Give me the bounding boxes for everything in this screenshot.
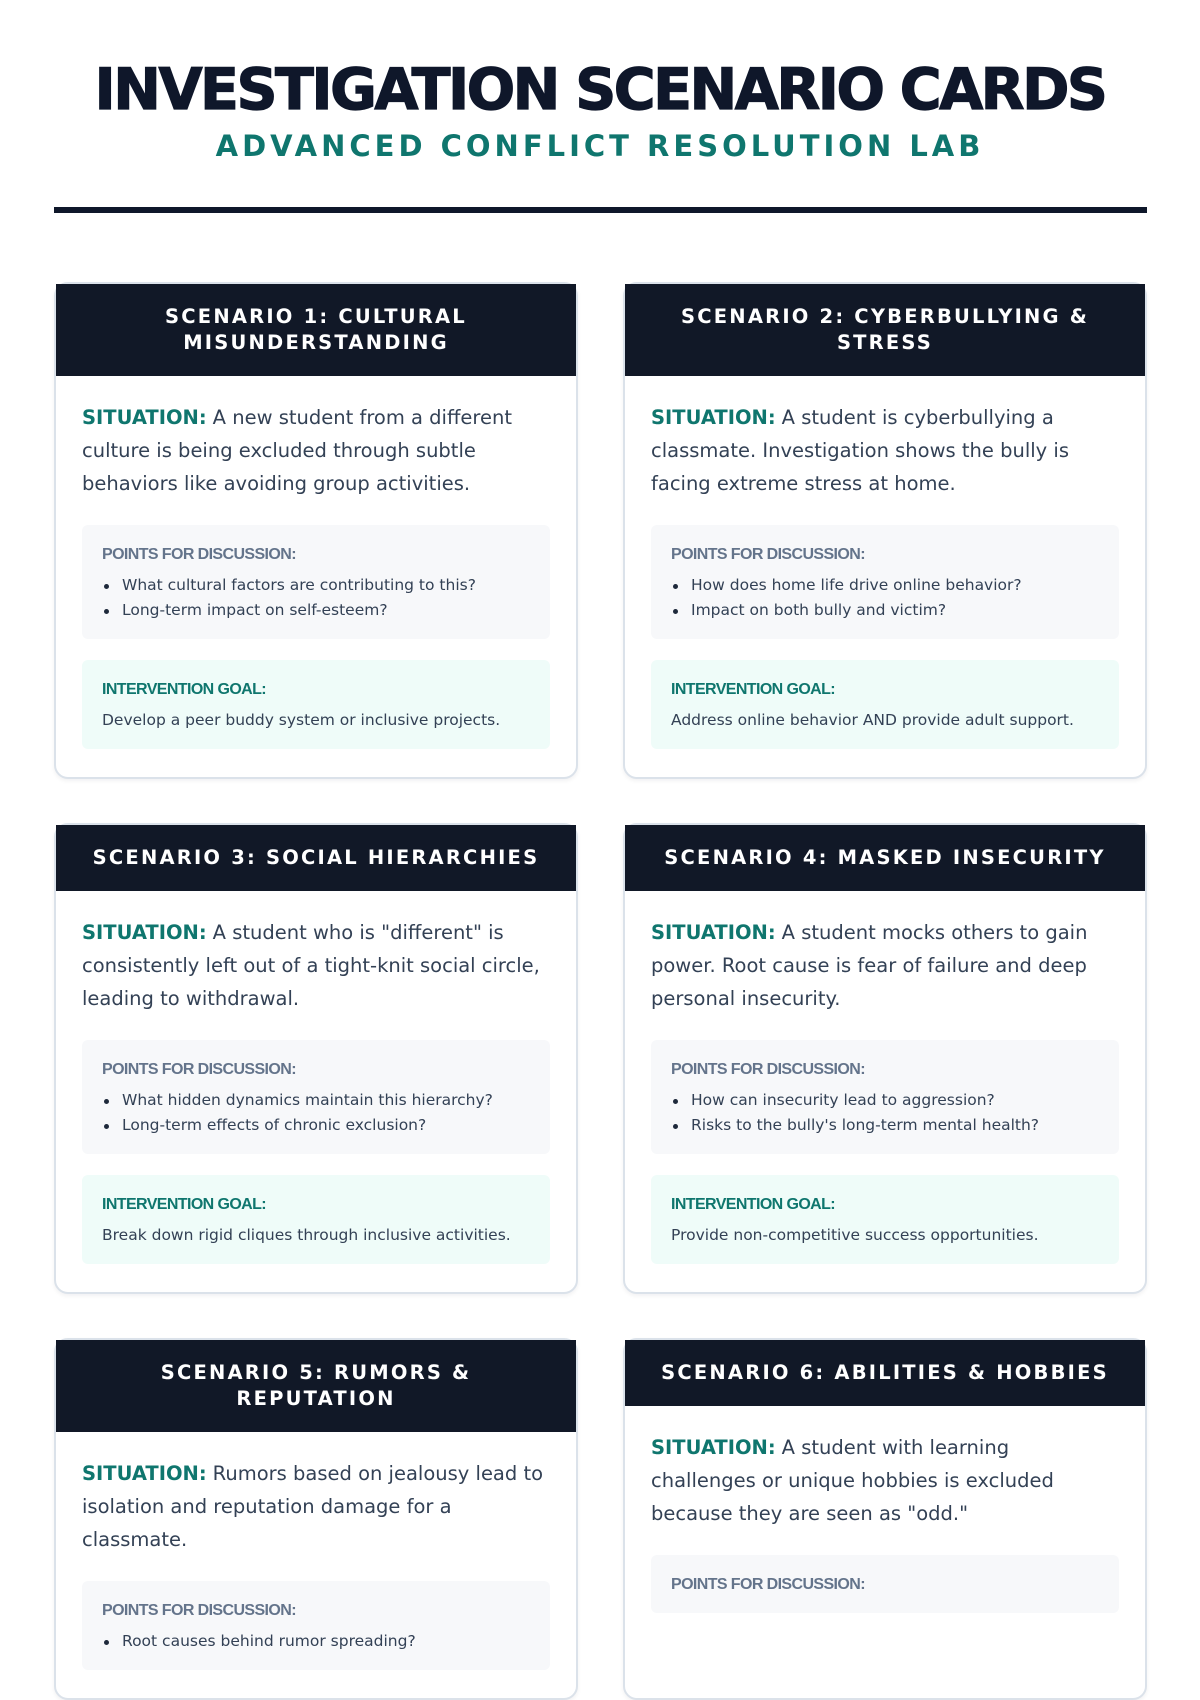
discussion-box	[82, 525, 550, 639]
scenario-title: SCENARIO 5: RUMORS & REPUTATION	[56, 1340, 576, 1432]
discussion-list	[102, 1088, 530, 1138]
situation-label: SITUATION:	[651, 406, 776, 429]
discussion-label: POINTS FOR DISCUSSION:	[671, 546, 865, 563]
situation-text	[82, 1457, 550, 1556]
goal-box	[82, 660, 550, 749]
discussion-label: POINTS FOR DISCUSSION:	[102, 546, 296, 563]
goal-text: Address online behavior AND provide adult support.	[671, 711, 1074, 729]
situation-description: A student is cyberbullying a classmate. Investigation shows the bully is facing extreme stress at home.	[651, 406, 1069, 495]
scenario-card-5	[54, 1338, 578, 1700]
discussion-box	[651, 1040, 1119, 1154]
scenario-card-2	[623, 282, 1147, 779]
scenario-title: SCENARIO 4: MASKED INSECURITY	[625, 825, 1145, 891]
scenario-title: SCENARIO 6: ABILITIES & HOBBIES	[625, 1340, 1145, 1406]
discussion-list	[671, 573, 1099, 623]
situation-label: SITUATION:	[82, 406, 207, 429]
scenario-card-4	[623, 823, 1147, 1294]
page-title: INVESTIGATION SCENARIO CARDS	[94, 57, 1106, 123]
discussion-label: POINTS FOR DISCUSSION:	[671, 1061, 865, 1078]
discussion-label: POINTS FOR DISCUSSION:	[671, 1576, 865, 1593]
situation-label: SITUATION:	[651, 1436, 776, 1459]
situation-description: A student mocks others to gain power. Root cause is fear of failure and deep personal insecurity.	[651, 921, 1088, 1010]
goal-label: INTERVENTION GOAL:	[102, 681, 267, 698]
situation-description: A new student from a different culture is being excluded through subtle behaviors like avoiding group activities.	[82, 406, 512, 495]
situation-text	[651, 916, 1119, 1015]
situation-description: Rumors based on jealousy lead to isolation and reputation damage for a classmate.	[82, 1462, 544, 1551]
discussion-list	[102, 573, 530, 623]
goal-box	[82, 1175, 550, 1264]
discussion-point: Long-term effects of chronic exclusion?	[102, 1113, 530, 1138]
situation-label: SITUATION:	[82, 1462, 207, 1485]
situation-text	[651, 401, 1119, 500]
discussion-point: How does home life drive online behavior?	[671, 573, 1099, 598]
situation-text	[82, 401, 550, 500]
discussion-box	[651, 525, 1119, 639]
discussion-box	[82, 1581, 550, 1670]
scenario-title: SCENARIO 3: SOCIAL HIERARCHIES	[56, 825, 576, 891]
discussion-box	[651, 1555, 1119, 1613]
discussion-label: POINTS FOR DISCUSSION:	[102, 1602, 296, 1619]
goal-text: Break down rigid cliques through inclusive activities.	[102, 1226, 511, 1244]
page-subtitle: ADVANCED CONFLICT RESOLUTION LAB	[215, 129, 985, 163]
scenario-title: SCENARIO 2: CYBERBULLYING & STRESS	[625, 284, 1145, 376]
header-divider	[54, 207, 1147, 213]
situation-label: SITUATION:	[651, 921, 776, 944]
situation-text	[82, 916, 550, 1015]
goal-box	[651, 1175, 1119, 1264]
page-header	[0, 0, 1200, 166]
goal-label: INTERVENTION GOAL:	[102, 1196, 267, 1213]
discussion-box	[82, 1040, 550, 1154]
goal-label: INTERVENTION GOAL:	[671, 681, 836, 698]
goal-text: Develop a peer buddy system or inclusive projects.	[102, 711, 501, 729]
goal-label: INTERVENTION GOAL:	[671, 1196, 836, 1213]
discussion-point: Root causes behind rumor spreading?	[102, 1629, 530, 1654]
scenario-card-3	[54, 823, 578, 1294]
goal-text: Provide non-competitive success opportunities.	[671, 1226, 1039, 1244]
situation-text	[651, 1431, 1119, 1530]
situation-label: SITUATION:	[82, 921, 207, 944]
scenario-title: SCENARIO 1: CULTURAL MISUNDERSTANDING	[56, 284, 576, 376]
discussion-label: POINTS FOR DISCUSSION:	[102, 1061, 296, 1078]
scenario-card-1	[54, 282, 578, 779]
discussion-point: Impact on both bully and victim?	[671, 598, 1099, 623]
discussion-list	[671, 1088, 1099, 1138]
discussion-list	[102, 1629, 530, 1654]
discussion-point: What hidden dynamics maintain this hierarchy?	[102, 1088, 530, 1113]
situation-description: A student with learning challenges or unique hobbies is excluded because they are seen as "odd."	[651, 1436, 1054, 1525]
discussion-point: Risks to the bully's long-term mental health?	[671, 1113, 1099, 1138]
discussion-point: Long-term impact on self-esteem?	[102, 598, 530, 623]
situation-description: A student who is "different" is consistently left out of a tight-knit social circle, leading to withdrawal.	[82, 921, 540, 1010]
scenario-grid	[54, 282, 1147, 1700]
discussion-point: What cultural factors are contributing to this?	[102, 573, 530, 598]
goal-box	[651, 660, 1119, 749]
scenario-card-6	[623, 1338, 1147, 1700]
discussion-point: How can insecurity lead to aggression?	[671, 1088, 1099, 1113]
